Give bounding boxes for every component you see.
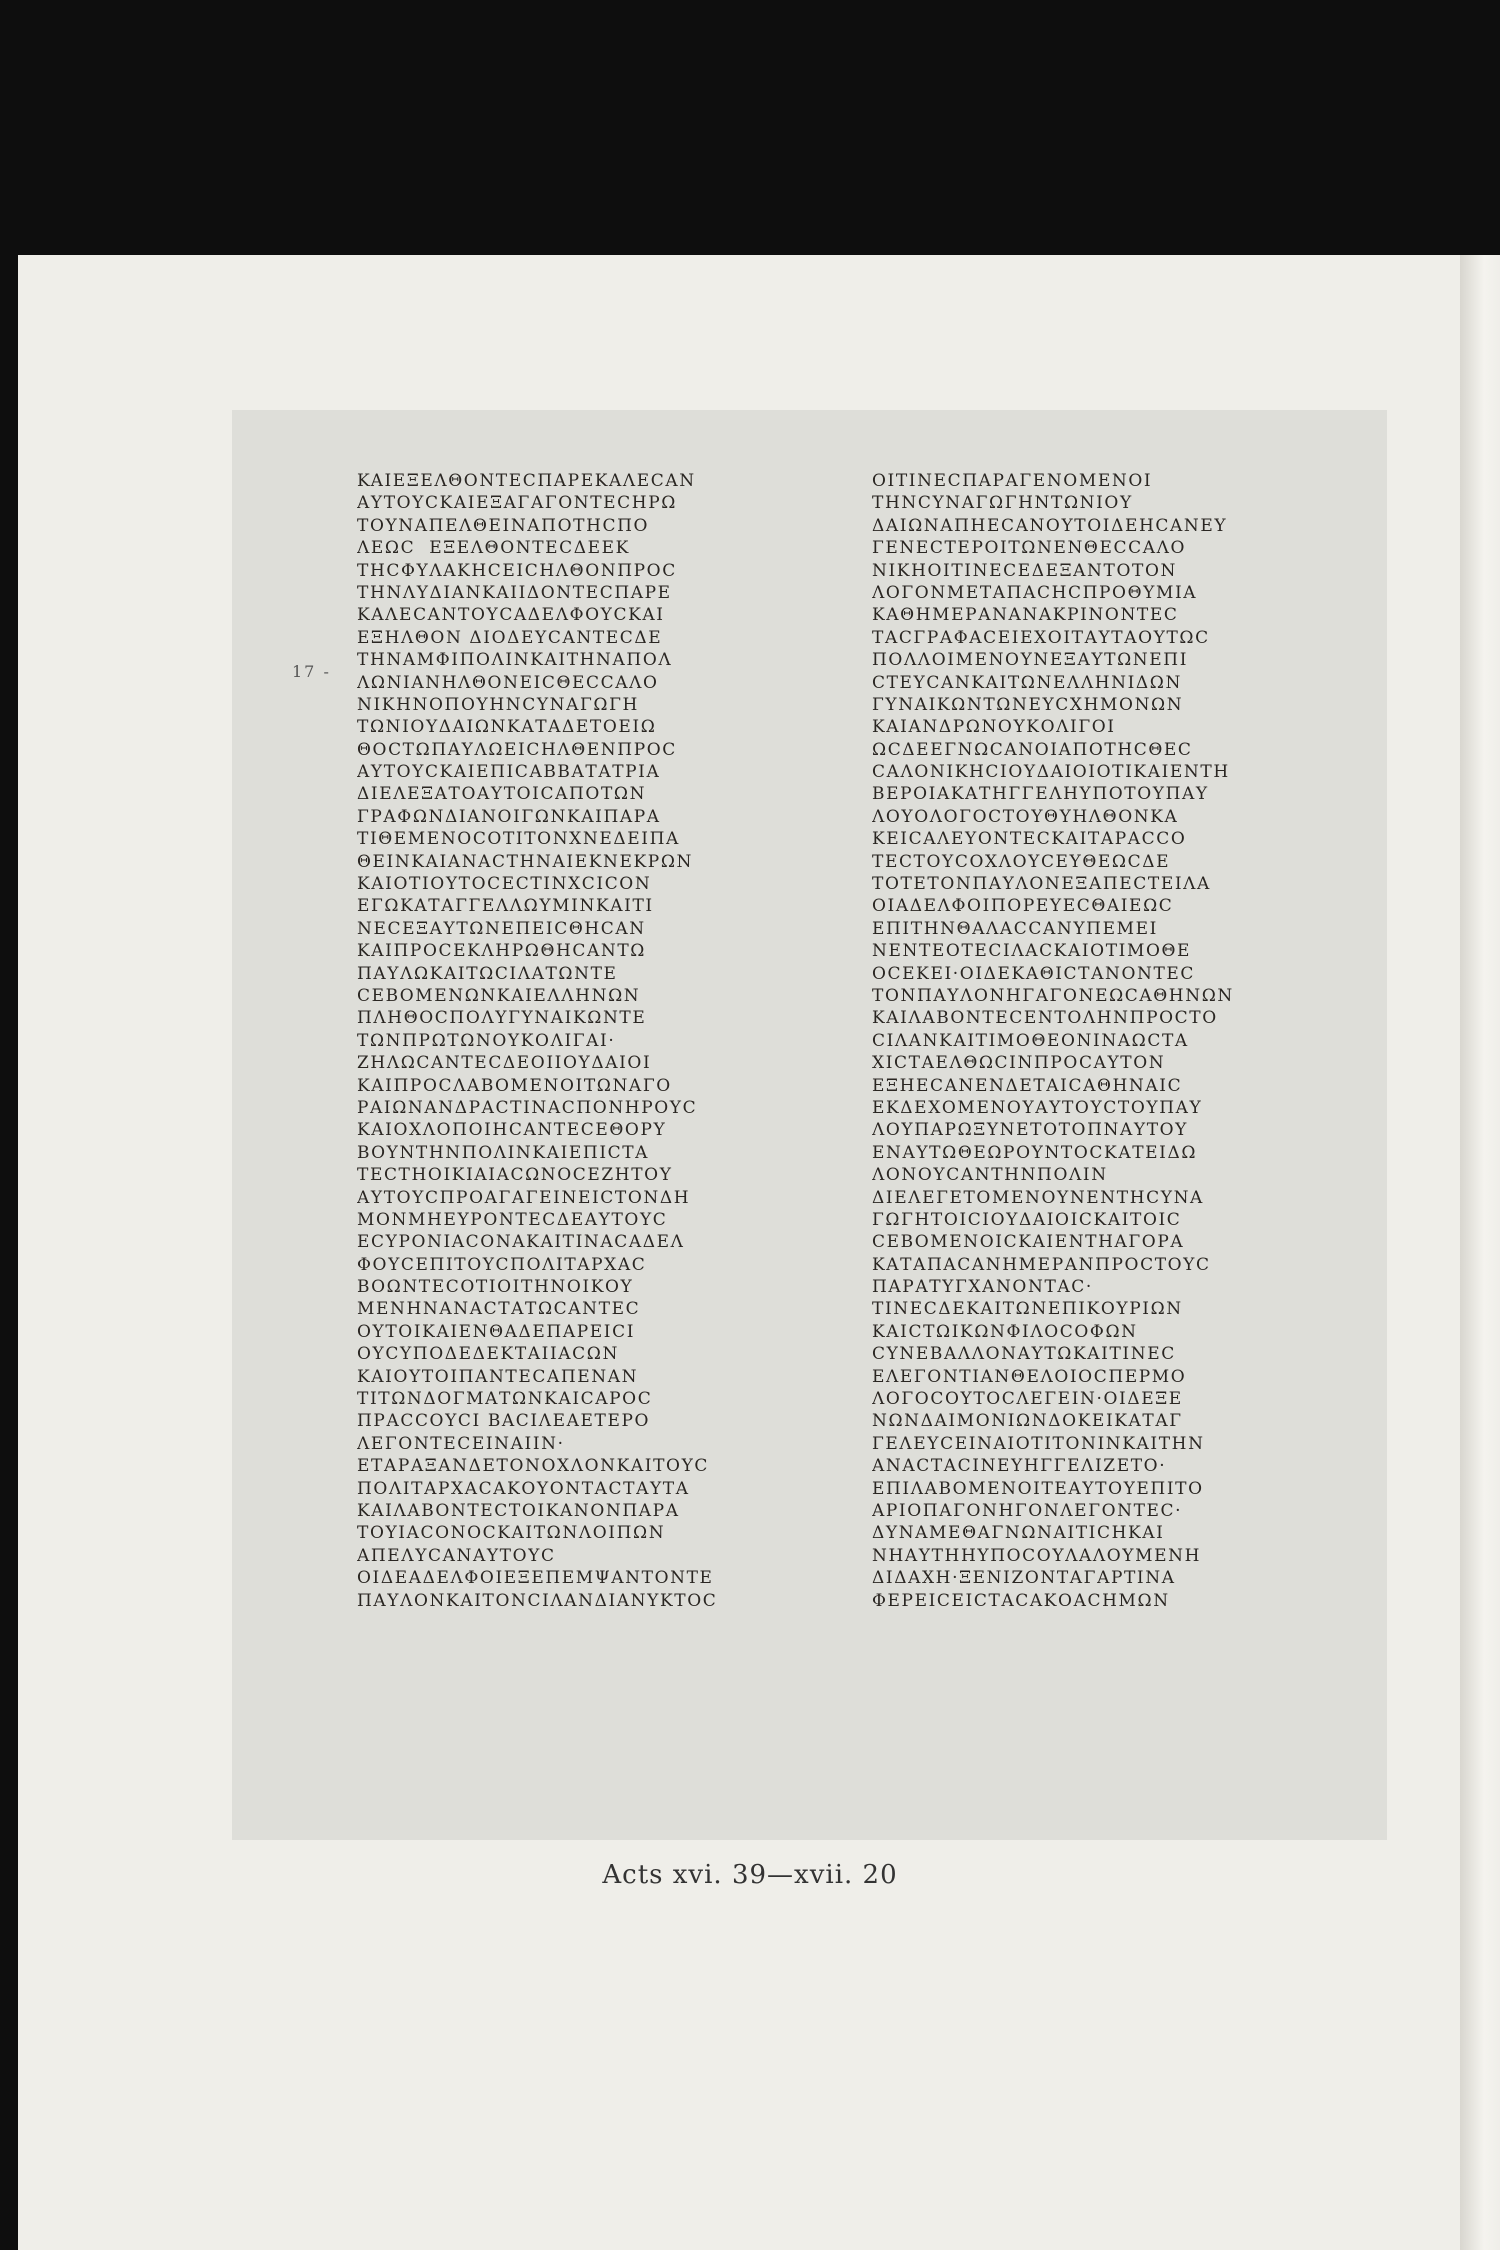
manuscript-line: ΝΕCΕΞΑΥΤΩΝΕΠΕΙCΘΗCΑΝ	[357, 918, 646, 939]
manuscript-line: ΛΟΝΟΥCΑΝΤΗΝΠΟΛΙΝ	[872, 1165, 1108, 1186]
manuscript-line: ΛΩΝΙΑΝΗΛΘΟΝΕΙCΘΕCCΑΛΟ	[357, 672, 659, 693]
manuscript-line: ΒΟΩΝΤΕCΟΤΙΟΙΤΗΝΟΙΚΟΥ	[357, 1277, 634, 1298]
manuscript-line: ΑΝΑCΤΑCΙΝΕΥΗΓΓΕΛΙΖΕΤΟ·	[872, 1456, 1167, 1477]
manuscript-line: ΕΞΗΕCΑΝΕΝΔΕΤΑΙCΑΘΗΝΑΙC	[872, 1075, 1183, 1096]
manuscript-line: CΙΛΑΝΚΑΙΤΙΜΟΘΕΟΝΙΝΑΩCΤΑ	[872, 1030, 1189, 1051]
manuscript-line: ΤΙΘΕΜΕΝΟCΟΤΙΤΟΝΧΝΕΔΕΙΠΑ	[357, 829, 680, 850]
manuscript-line: ΔΑΙΩΝΑΠΗΕCΑΝΟΥΤΟΙΔΕΗCΑΝΕΥ	[872, 515, 1228, 536]
plate-caption: Acts xvi. 39—xvii. 20	[602, 1860, 898, 1890]
manuscript-line: ΕCΥΡΟΝΙΑCΟΝΑΚΑΙΤΙΝΑCΑΔΕΛ	[357, 1232, 685, 1253]
manuscript-line: ΤΗCΦΥΛΑΚΗCΕΙCΗΛΘΟΝΠΡΟC	[357, 560, 677, 581]
manuscript-line: ΔΥΝΑΜΕΘΑΓΝΩΝΑΙΤΙCΗΚΑΙ	[872, 1523, 1165, 1544]
manuscript-line: ΠΑΥΛΩΚΑΙΤΩCΙΛΑΤΩΝΤΕ	[357, 963, 618, 984]
manuscript-line: ΛΕΓΟΝΤΕCΕΙΝΑΙΙΝ·	[357, 1433, 565, 1454]
manuscript-line: ΤΗΝΛΥΔΙΑΝΚΑΙΙΔΟΝΤΕCΠΑΡΕ	[357, 582, 672, 603]
manuscript-line: ΤΩΝΠΡΩΤΩΝΟΥΚΟΛΙΓΑΙ·	[357, 1030, 616, 1051]
manuscript-line: ΝΩΝΔΑΙΜΟΝΙΩΝΔΟΚΕΙΚΑΤΑΓ	[872, 1411, 1183, 1432]
manuscript-line: ΝΕΝΤΕΟΤΕCΙΛΑCΚΑΙΟΤΙΜΟΘΕ	[872, 941, 1192, 962]
manuscript-line: ΚΑΙΟΧΛΟΠΟΙΗCΑΝΤΕCΕΘΟΡΥ	[357, 1120, 667, 1141]
manuscript-line: ΤΟΥΙΑCΟΝΟCΚΑΙΤΩΝΛΟΙΠΩΝ	[357, 1523, 666, 1544]
page-edge	[1460, 255, 1500, 2250]
manuscript-line: ΤΕCΤΟΥCΟΧΛΟΥCΕΥΘΕΩCΔΕ	[872, 851, 1171, 872]
manuscript-line: ΠΛΗΘΟCΠΟΛΥΓΥΝΑΙΚΩΝΤΕ	[357, 1008, 647, 1029]
manuscript-line: ΤΗΝΑΜΦΙΠΟΛΙΝΚΑΙΤΗΝΑΠΟΛ	[357, 650, 673, 671]
manuscript-line: ΖΗΛΩCΑΝΤΕCΔΕΟΙΙΟΥΔΑΙΟΙ	[357, 1053, 652, 1074]
manuscript-line: ΕΚΔΕΧΟΜΕΝΟΥΑΥΤΟΥCΤΟΥΠΑΥ	[872, 1097, 1203, 1118]
manuscript-line: ΝΙΚΗΟΙΤΙΝΕCΕΔΕΞΑΝΤΟΤΟΝ	[872, 560, 1177, 581]
manuscript-line: ΠΑΥΛΟΝΚΑΙΤΟΝCΙΛΑΝΔΙΑΝΥΚΤΟC	[357, 1590, 718, 1611]
manuscript-line: ΛΕΩC ΕΞΕΛΘΟΝΤΕCΔΕΕΚ	[357, 538, 630, 559]
manuscript-line: ΠΡΑCCΟΥCΙ ΒΑCΙΛΕΑΕΤΕΡΟ	[357, 1411, 651, 1432]
manuscript-line: ΚΑΛΕCΑΝΤΟΥCΑΔΕΛΦΟΥCΚΑΙ	[357, 605, 665, 626]
manuscript-line: CΤΕΥCΑΝΚΑΙΤΩΝΕΛΛΗΝΙΔΩΝ	[872, 672, 1182, 693]
manuscript-line: ΓΩΓΗΤΟΙCΙΟΥΔΑΙΟΙCΚΑΙΤΟΙC	[872, 1209, 1182, 1230]
manuscript-line: ΓΕΛΕΥCΕΙΝΑΙΟΤΙΤΟΝΙΝΚΑΙΤΗΝ	[872, 1433, 1205, 1454]
manuscript-line: ΚΑΙΠΡΟCΛΑΒΟΜΕΝΟΙΤΩΝΑΓΟ	[357, 1075, 672, 1096]
manuscript-line: CΕΒΟΜΕΝΟΙCΚΑΙΕΝΤΗΑΓΟΡΑ	[872, 1232, 1185, 1253]
manuscript-line: ΛΟΓΟCΟΥΤΟCΛΕΓΕΙΝ·ΟΙΔΕΞΕ	[872, 1389, 1183, 1410]
manuscript-line: ΛΟΥΠΑΡΩΞΥΝΕΤΟΤΟΠΝΑΥΤΟΥ	[872, 1120, 1188, 1141]
manuscript-line: CΕΒΟΜΕΝΩΝΚΑΙΕΛΛΗΝΩΝ	[357, 985, 641, 1006]
manuscript-line: ΤΟΥΝΑΠΕΛΘΕΙΝΑΠΟΤΗCΠΟ	[357, 515, 650, 536]
manuscript-line: ΑΥΤΟΥCΚΑΙΕΠΙCΑΒΒΑΤΑΤΡΙΑ	[357, 762, 661, 783]
manuscript-plate	[232, 410, 1387, 1840]
manuscript-line: ΩCΔΕΕΓΝΩCΑΝΟΙΑΠΟΤΗCΘΕC	[872, 739, 1193, 760]
manuscript-line: ΒΕΡΟΙΑΚΑΤΗΓΓΕΛΗΥΠΟΤΟΥΠΑΥ	[872, 784, 1209, 805]
manuscript-line: ΚΑΙΟΥΤΟΙΠΑΝΤΕCΑΠΕΝΑΝ	[357, 1366, 639, 1387]
manuscript-line: ΜΟΝΜΗΕΥΡΟΝΤΕCΔΕΑΥΤΟΥC	[357, 1209, 668, 1230]
manuscript-line: ΚΑΙΠΡΟCΕΚΛΗΡΩΘΗCΑΝΤΩ	[357, 941, 647, 962]
manuscript-line: ΘΕΙΝΚΑΙΑΝΑCΤΗΝΑΙΕΚΝΕΚΡΩΝ	[357, 851, 693, 872]
manuscript-line: ΑΥΤΟΥCΠΡΟΑΓΑΓΕΙΝΕΙCΤΟΝΔΗ	[357, 1187, 691, 1208]
manuscript-line: ΒΟΥΝΤΗΝΠΟΛΙΝΚΑΙΕΠΙCΤΑ	[357, 1142, 650, 1163]
manuscript-line: ΠΟΛΙΤΑΡΧΑCΑΚΟΥΟΝΤΑCΤΑΥΤΑ	[357, 1478, 690, 1499]
manuscript-line: ΘΟCΤΩΠΑΥΛΩΕΙCΗΛΘΕΝΠΡΟC	[357, 739, 677, 760]
manuscript-line: ΑΥΤΟΥCΚΑΙΕΞΑΓΑΓΟΝΤΕCΗΡΩ	[357, 493, 677, 514]
manuscript-line: ΝΙΚΗΝΟΠΟΥΗΝCΥΝΑΓΩΓΗ	[357, 694, 639, 715]
manuscript-line: CΑΛΟΝΙΚΗCΙΟΥΔΑΙΟΙΟΤΙΚΑΙΕΝΤΗ	[872, 762, 1230, 783]
right-text-column	[872, 470, 1372, 1612]
manuscript-line: ΚΑΙCΤΩΙΚΩΝΦΙΛΟCΟΦΩΝ	[872, 1321, 1138, 1342]
manuscript-line: ΕΤΑΡΑΞΑΝΔΕΤΟΝΟΧΛΟΝΚΑΙΤΟΥC	[357, 1456, 710, 1477]
manuscript-line: ΤΙΝΕCΔΕΚΑΙΤΩΝΕΠΙΚΟΥΡΙΩΝ	[872, 1299, 1183, 1320]
manuscript-line: ΑΠΕΛΥCΑΝΑΥΤΟΥC	[357, 1545, 556, 1566]
manuscript-line: ΟΙΔΕΑΔΕΛΦΟΙΕΞΕΠΕΜΨΑΝΤΟΝΤΕ	[357, 1568, 714, 1589]
manuscript-line: ΓΕΝΕCΤΕΡΟΙΤΩΝΕΝΘΕCCΑΛΟ	[872, 538, 1186, 559]
manuscript-line: ΚΑΤΑΠΑCΑΝΗΜΕΡΑΝΠΡΟCΤΟΥC	[872, 1254, 1211, 1275]
manuscript-line: ΤΟΝΠΑΥΛΟΝΗΓΑΓΟΝΕΩCΑΘΗΝΩΝ	[872, 985, 1234, 1006]
manuscript-line: ΑΡΙΟΠΑΓΟΝΗΓΟΝΛΕΓΟΝΤΕC·	[872, 1500, 1183, 1521]
manuscript-line: ΦΕΡΕΙCΕΙCΤΑCΑΚΟΑCΗΜΩΝ	[872, 1590, 1170, 1611]
manuscript-line: ΝΗΑΥΤΗΗΥΠΟCΟΥΛΑΛΟΥΜΕΝΗ	[872, 1545, 1202, 1566]
manuscript-line: CΥΝΕΒΑΛΛΟΝΑΥΤΩΚΑΙΤΙΝΕC	[872, 1344, 1176, 1365]
manuscript-line: ΦΟΥCΕΠΙΤΟΥCΠΟΛΙΤΑΡΧΑC	[357, 1254, 647, 1275]
manuscript-line: ΚΑΘΗΜΕΡΑΝΑΝΑΚΡΙΝΟΝΤΕC	[872, 605, 1179, 626]
margin-note: 17 -	[292, 662, 331, 681]
manuscript-line: ΚΑΙΟΤΙΟΥΤΟCΕCΤΙΝΧCΙCΟΝ	[357, 874, 652, 895]
manuscript-line: ΟΙΑΔΕΛΦΟΙΠΟΡΕΥΕCΘΑΙΕΩC	[872, 896, 1174, 917]
manuscript-line: ΠΟΛΛΟΙΜΕΝΟΥΝΕΞΑΥΤΩΝΕΠΙ	[872, 650, 1189, 671]
manuscript-line: ΔΙΕΛΕΞΑΤΟΑΥΤΟΙCΑΠΟΤΩΝ	[357, 784, 647, 805]
manuscript-line: ΛΟΥΟΛΟΓΟCΤΟΥΘΥΗΛΘΟΝΚΑ	[872, 806, 1179, 827]
manuscript-line: ΕΠΙΛΑΒΟΜΕΝΟΙΤΕΑΥΤΟΥΕΠΙΤΟ	[872, 1478, 1204, 1499]
manuscript-line: ΧΙCΤΑΕΛΘΩCΙΝΠΡΟCΑΥΤΟΝ	[872, 1053, 1166, 1074]
manuscript-line: ΟΥΤΟΙΚΑΙΕΝΘΑΔΕΠΑΡΕΙCΙ	[357, 1321, 636, 1342]
manuscript-line: ΓΡΑΦΩΝΔΙΑΝΟΙΓΩΝΚΑΙΠΑΡΑ	[357, 806, 661, 827]
manuscript-line: ΡΑΙΩΝΑΝΔΡΑCΤΙΝΑCΠΟΝΗΡΟΥC	[357, 1097, 698, 1118]
manuscript-line: ΕΠΙΤΗΝΘΑΛΑCCΑΝΥΠΕΜΕΙ	[872, 918, 1158, 939]
manuscript-line: ΕΞΗΛΘΟΝ ΔΙΟΔΕΥCΑΝΤΕCΔΕ	[357, 627, 663, 648]
manuscript-line: ΚΑΙΛΑΒΟΝΤΕCΕΝΤΟΛΗΝΠΡΟCΤΟ	[872, 1008, 1218, 1029]
manuscript-line: ΕΝΑΥΤΩΘΕΩΡΟΥΝΤΟCΚΑΤΕΙΔΩ	[872, 1142, 1198, 1163]
manuscript-line: KAIEΞΕΛΘΟΝΤΕCΠΑΡΕΚΑΛΕCΑΝ	[357, 471, 696, 491]
manuscript-line: ΔΙΕΛΕΓΕΤΟΜΕΝΟΥΝΕΝΤΗCΥΝΑ	[872, 1187, 1204, 1208]
manuscript-line: ΤΩΝΙΟΥΔΑΙΩΝΚΑΤΑΔΕΤΟΕΙΩ	[357, 717, 657, 738]
manuscript-line: ΤΙΤΩΝΔΟΓΜΑΤΩΝΚΑΙCΑΡΟC	[357, 1389, 653, 1410]
manuscript-line: ΚΕΙCΑΛΕΥΟΝΤΕCΚΑΙΤΑΡΑCCΟ	[872, 829, 1187, 850]
manuscript-line: ΔΙΔΑΧΗ·ΞΕΝΙΖΟΝΤΑΓΑΡΤΙΝΑ	[872, 1568, 1176, 1589]
manuscript-line: ΜΕΝΗΝΑΝΑCΤΑΤΩCΑΝΤΕC	[357, 1299, 641, 1320]
manuscript-line: ΕΓΩΚΑΤΑΓΓΕΛΛΩΥΜΙΝΚΑΙΤΙ	[357, 896, 654, 917]
manuscript-line: ΤΗΝCΥΝΑΓΩΓΗΝΤΩΝΙΟΥ	[872, 493, 1133, 514]
manuscript-line: ΟΙΤΙΝΕCΠΑΡΑΓΕΝΟΜΕΝΟΙ	[872, 471, 1153, 491]
manuscript-line: ΟΥCΥΠΟΔΕΔΕΚΤΑΙΙΑCΩΝ	[357, 1344, 619, 1365]
manuscript-line: ΤΕCΤΗΟΙΚΙΑΙΑCΩΝΟCΕΖΗΤΟΥ	[357, 1165, 673, 1186]
manuscript-line: ΟCΕΚΕΙ·ΟΙΔΕΚΑΘΙCΤΑΝΟΝΤΕC	[872, 963, 1196, 984]
manuscript-line: ΓΥΝΑΙΚΩΝΤΩΝΕΥCΧΗΜΟΝΩΝ	[872, 694, 1184, 715]
manuscript-line: ΚΑΙΑΝΔΡΩΝΟΥΚΟΛΙΓΟΙ	[872, 717, 1116, 738]
manuscript-line: ΕΛΕΓΟΝΤΙΑΝΘΕΛΟΙΟCΠΕΡΜΟ	[872, 1366, 1187, 1387]
manuscript-line: ΛΟΓΟΝΜΕΤΑΠΑCΗCΠΡΟΘΥΜΙΑ	[872, 582, 1198, 603]
manuscript-line: ΤΑCΓΡΑΦΑCΕΙΕΧΟΙΤΑΥΤΑΟΥΤΩC	[872, 627, 1210, 648]
left-text-column	[357, 470, 857, 1612]
manuscript-line: ΚΑΙΛΑΒΟΝΤΕCΤΟΙΚΑΝΟΝΠΑΡΑ	[357, 1500, 680, 1521]
manuscript-line: ΠΑΡΑΤΥΓΧΑΝΟΝΤΑC·	[872, 1277, 1093, 1298]
manuscript-line: ΤΟΤΕΤΟΝΠΑΥΛΟΝΕΞΑΠΕCΤΕΙΛΑ	[872, 874, 1211, 895]
